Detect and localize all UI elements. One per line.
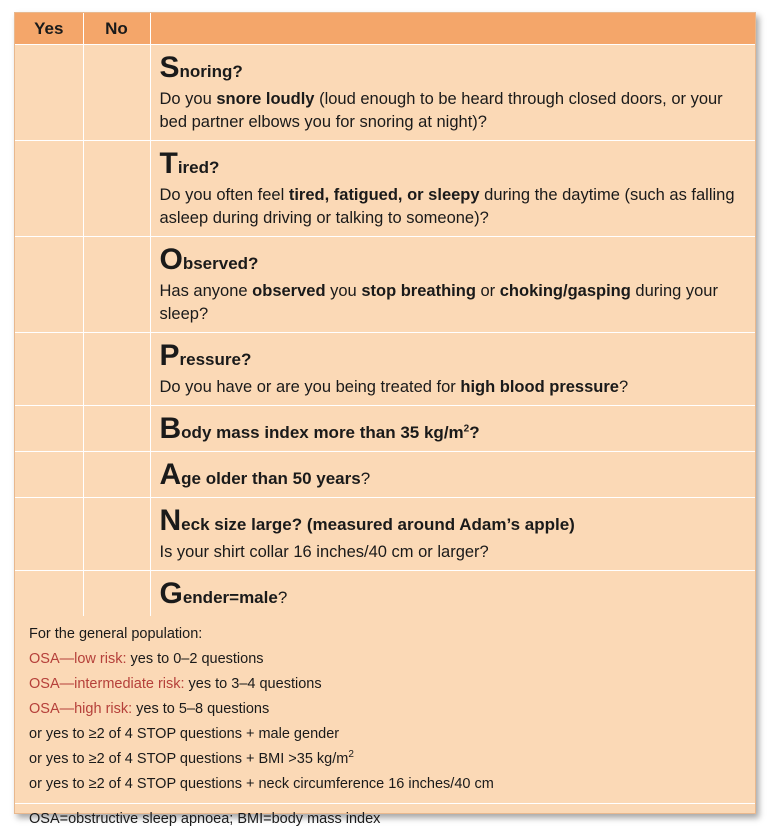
question-keyword: stop breathing xyxy=(361,282,476,300)
risk-label: OSA—low risk: xyxy=(29,651,127,667)
acronym-letter: B xyxy=(159,412,182,445)
question-text-segment: during your sleep? xyxy=(159,282,718,323)
yes-answer-cell[interactable] xyxy=(15,237,83,333)
risk-criteria: yes to 3–4 questions xyxy=(184,676,322,692)
alt-criteria-line xyxy=(29,722,743,747)
alt-criteria-line xyxy=(29,747,743,772)
question-cell xyxy=(150,452,755,498)
question-text-segment: during the daytime (such as falling asleep during driving or talking to someone)? xyxy=(159,186,735,227)
question-title xyxy=(160,414,744,445)
question-row xyxy=(15,452,755,498)
no-answer-cell[interactable] xyxy=(83,141,150,237)
no-answer-cell[interactable] xyxy=(83,333,150,406)
question-row xyxy=(15,571,755,617)
question-text-segment: Do you often feel xyxy=(159,186,289,204)
question-title xyxy=(160,341,744,372)
question-text xyxy=(160,541,744,564)
question-title xyxy=(160,579,744,610)
stop-bang-table xyxy=(14,12,756,827)
acronym-letter: P xyxy=(159,339,180,372)
question-text-segment: you xyxy=(325,282,362,300)
question-title xyxy=(160,53,744,84)
footnote: OSA=obstructive sleep apnoea; BMI=body mass index xyxy=(29,811,381,827)
header-row xyxy=(15,13,755,45)
question-cell xyxy=(150,45,755,141)
risk-criteria: yes to 5–8 questions xyxy=(132,701,270,717)
alt-criteria-text: or yes to ≥2 of 4 STOP questions + male gender xyxy=(29,726,340,742)
question-keyword: tired, fatigued, or sleepy xyxy=(288,186,480,204)
yes-answer-cell[interactable] xyxy=(15,333,83,406)
question-text-segment: Has anyone xyxy=(159,282,253,300)
acronym-letter: T xyxy=(159,147,178,180)
acronym-letter: A xyxy=(159,458,182,491)
header-no: No xyxy=(83,13,150,45)
no-answer-cell[interactable] xyxy=(83,45,150,141)
alt-criteria-text: or yes to ≥2 of 4 STOP questions + neck circumference 16 inches/40 cm xyxy=(29,776,494,792)
question-cell xyxy=(150,406,755,452)
question-title xyxy=(160,149,744,180)
question-title-tail: ? xyxy=(469,423,480,442)
question-row xyxy=(15,237,755,333)
question-title-tail: ? xyxy=(277,588,288,607)
question-row xyxy=(15,141,755,237)
question-text-segment: (loud enough to be heard through closed doors, or your bed partner elbows you for snoring at night)? xyxy=(159,90,723,131)
question-keyword: snore loudly xyxy=(216,90,315,108)
question-text xyxy=(160,376,744,399)
question-text-segment: ? xyxy=(618,378,629,396)
question-row xyxy=(15,498,755,571)
alt-criteria-line xyxy=(29,772,743,797)
no-answer-cell[interactable] xyxy=(83,406,150,452)
yes-answer-cell[interactable] xyxy=(15,141,83,237)
question-title xyxy=(160,506,744,537)
risk-label: OSA—intermediate risk: xyxy=(29,676,185,692)
superscript: 2 xyxy=(463,423,470,435)
risk-criteria: yes to 0–2 questions xyxy=(126,651,264,667)
question-title xyxy=(160,245,744,276)
question-text-segment: Do you xyxy=(159,90,217,108)
question-title xyxy=(160,460,744,491)
question-text-segment: Do you have or are you being treated for xyxy=(159,378,461,396)
acronym-letter: S xyxy=(159,51,180,84)
question-text xyxy=(160,88,744,134)
risk-line xyxy=(29,647,743,672)
question-title-tail: ? xyxy=(360,469,371,488)
question-row xyxy=(15,333,755,406)
yes-answer-cell[interactable] xyxy=(15,45,83,141)
question-cell xyxy=(150,237,755,333)
question-title-rest: ody mass index more than 35 kg/m xyxy=(181,423,464,442)
question-title-rest: ender=male xyxy=(182,588,278,607)
acronym-letter: O xyxy=(159,243,183,276)
question-cell xyxy=(150,571,755,617)
question-title-rest: ired? xyxy=(177,158,220,177)
question-row xyxy=(15,45,755,141)
yes-answer-cell[interactable] xyxy=(15,406,83,452)
question-title-rest: eck size large? (measured around Adam’s apple) xyxy=(181,515,575,534)
alt-criteria-text: or yes to ≥2 of 4 STOP questions + BMI >35 kg/m xyxy=(29,751,349,767)
superscript: 2 xyxy=(348,749,354,761)
risk-line xyxy=(29,672,743,697)
questionnaire-table xyxy=(15,13,755,616)
risk-line xyxy=(29,697,743,722)
no-answer-cell[interactable] xyxy=(83,452,150,498)
question-cell xyxy=(150,141,755,237)
question-text xyxy=(160,280,744,326)
acronym-letter: G xyxy=(159,577,183,610)
question-cell xyxy=(150,498,755,571)
question-text-segment: or xyxy=(475,282,500,300)
yes-answer-cell[interactable] xyxy=(15,498,83,571)
question-keyword: observed xyxy=(252,282,326,300)
no-answer-cell[interactable] xyxy=(83,237,150,333)
question-title-rest: bserved? xyxy=(182,254,259,273)
risk-label: OSA—high risk: xyxy=(29,701,133,717)
question-title-rest: noring? xyxy=(179,62,243,81)
question-title-rest: ressure? xyxy=(179,350,252,369)
question-text xyxy=(160,184,744,230)
question-row xyxy=(15,406,755,452)
header-yes: Yes xyxy=(15,13,83,45)
no-answer-cell[interactable] xyxy=(83,498,150,571)
question-text-segment: Is your shirt collar 16 inches/40 cm or larger? xyxy=(159,543,489,561)
no-answer-cell[interactable] xyxy=(83,571,150,617)
header-question xyxy=(150,13,755,45)
question-keyword: high blood pressure xyxy=(460,378,619,396)
yes-answer-cell[interactable] xyxy=(15,452,83,498)
acronym-letter: N xyxy=(159,504,182,537)
question-title-rest: ge older than 50 years xyxy=(181,469,361,488)
scoring-notes xyxy=(15,616,755,803)
yes-answer-cell[interactable] xyxy=(15,571,83,617)
question-cell xyxy=(150,333,755,406)
notes-intro: For the general population: xyxy=(29,626,203,642)
question-keyword: choking/gasping xyxy=(499,282,631,300)
